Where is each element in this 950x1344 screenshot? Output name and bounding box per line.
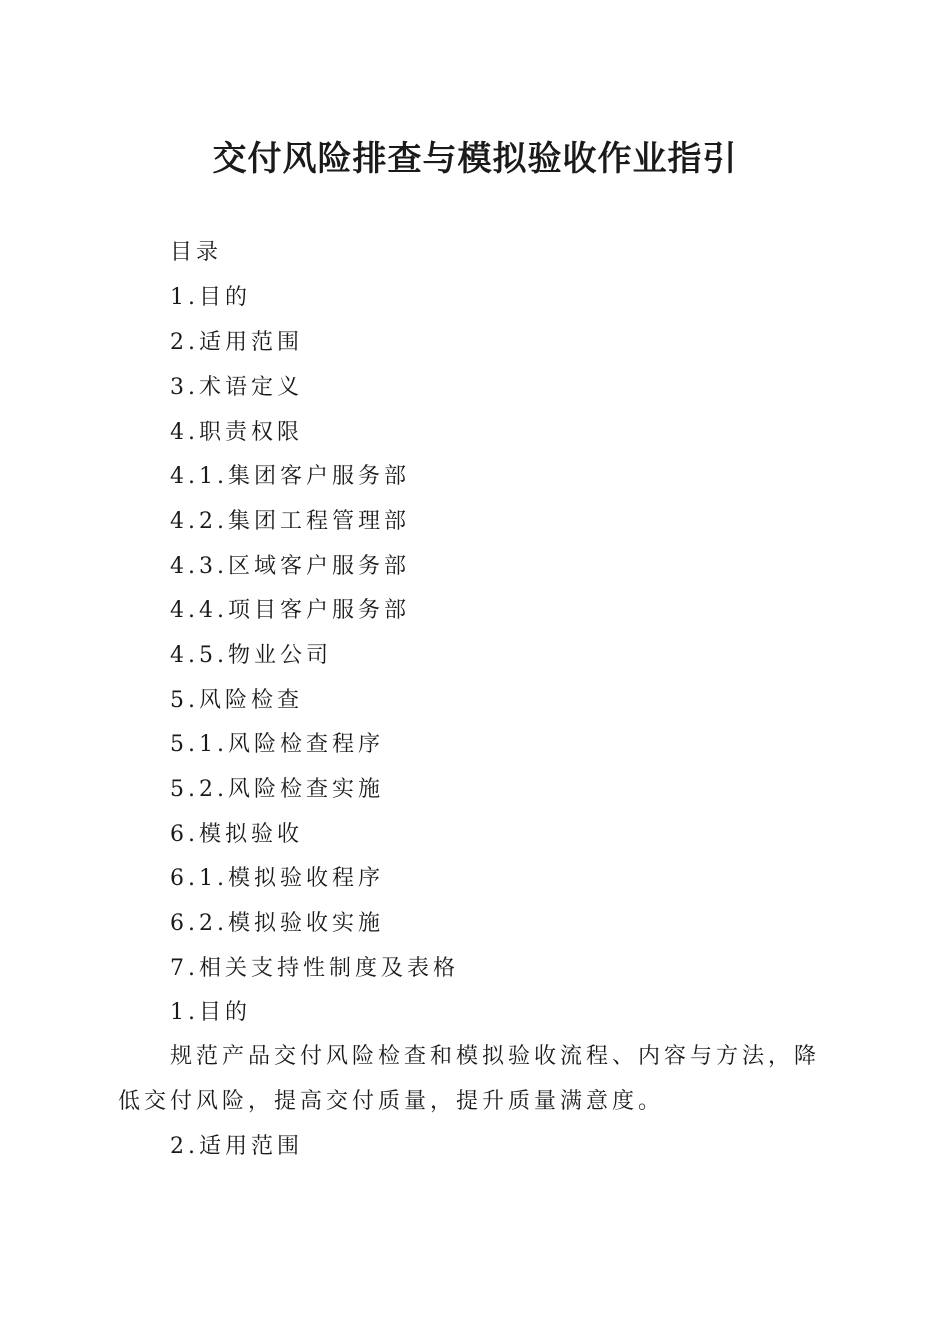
toc-item: 2.适用范围	[170, 330, 303, 355]
section-body-purpose: 规范产品交付风险检查和模拟验收流程、内容与方法，降低交付风险，提高交付质量，提升质量满意度。	[118, 1044, 821, 1114]
toc-item: 5.风险检查	[170, 688, 303, 713]
toc-item: 4.2.集团工程管理部	[170, 509, 410, 534]
section-heading-purpose: 1.目的	[170, 1000, 251, 1025]
toc-item: 4.职责权限	[170, 420, 303, 445]
toc-item: 7.相关支持性制度及表格	[170, 956, 459, 981]
toc-item: 6.1.模拟验收程序	[170, 866, 384, 891]
section-heading-scope: 2.适用范围	[170, 1134, 303, 1159]
toc-item: 4.3.区域客户服务部	[170, 554, 410, 579]
toc-item: 4.1.集团客户服务部	[170, 464, 410, 489]
document-title: 交付风险排查与模拟验收作业指引	[212, 139, 738, 179]
toc-item: 6.模拟验收	[170, 822, 303, 847]
toc-item: 5.2.风险检查实施	[170, 777, 384, 802]
toc-item: 4.5.物业公司	[170, 643, 332, 668]
toc-item: 5.1.风险检查程序	[170, 732, 384, 757]
toc-heading: 目录	[170, 240, 223, 265]
toc-item: 3.术语定义	[170, 375, 303, 400]
toc-item: 4.4.项目客户服务部	[170, 598, 410, 623]
toc-item: 6.2.模拟验收实施	[170, 911, 384, 936]
toc-item: 1.目的	[170, 285, 251, 310]
